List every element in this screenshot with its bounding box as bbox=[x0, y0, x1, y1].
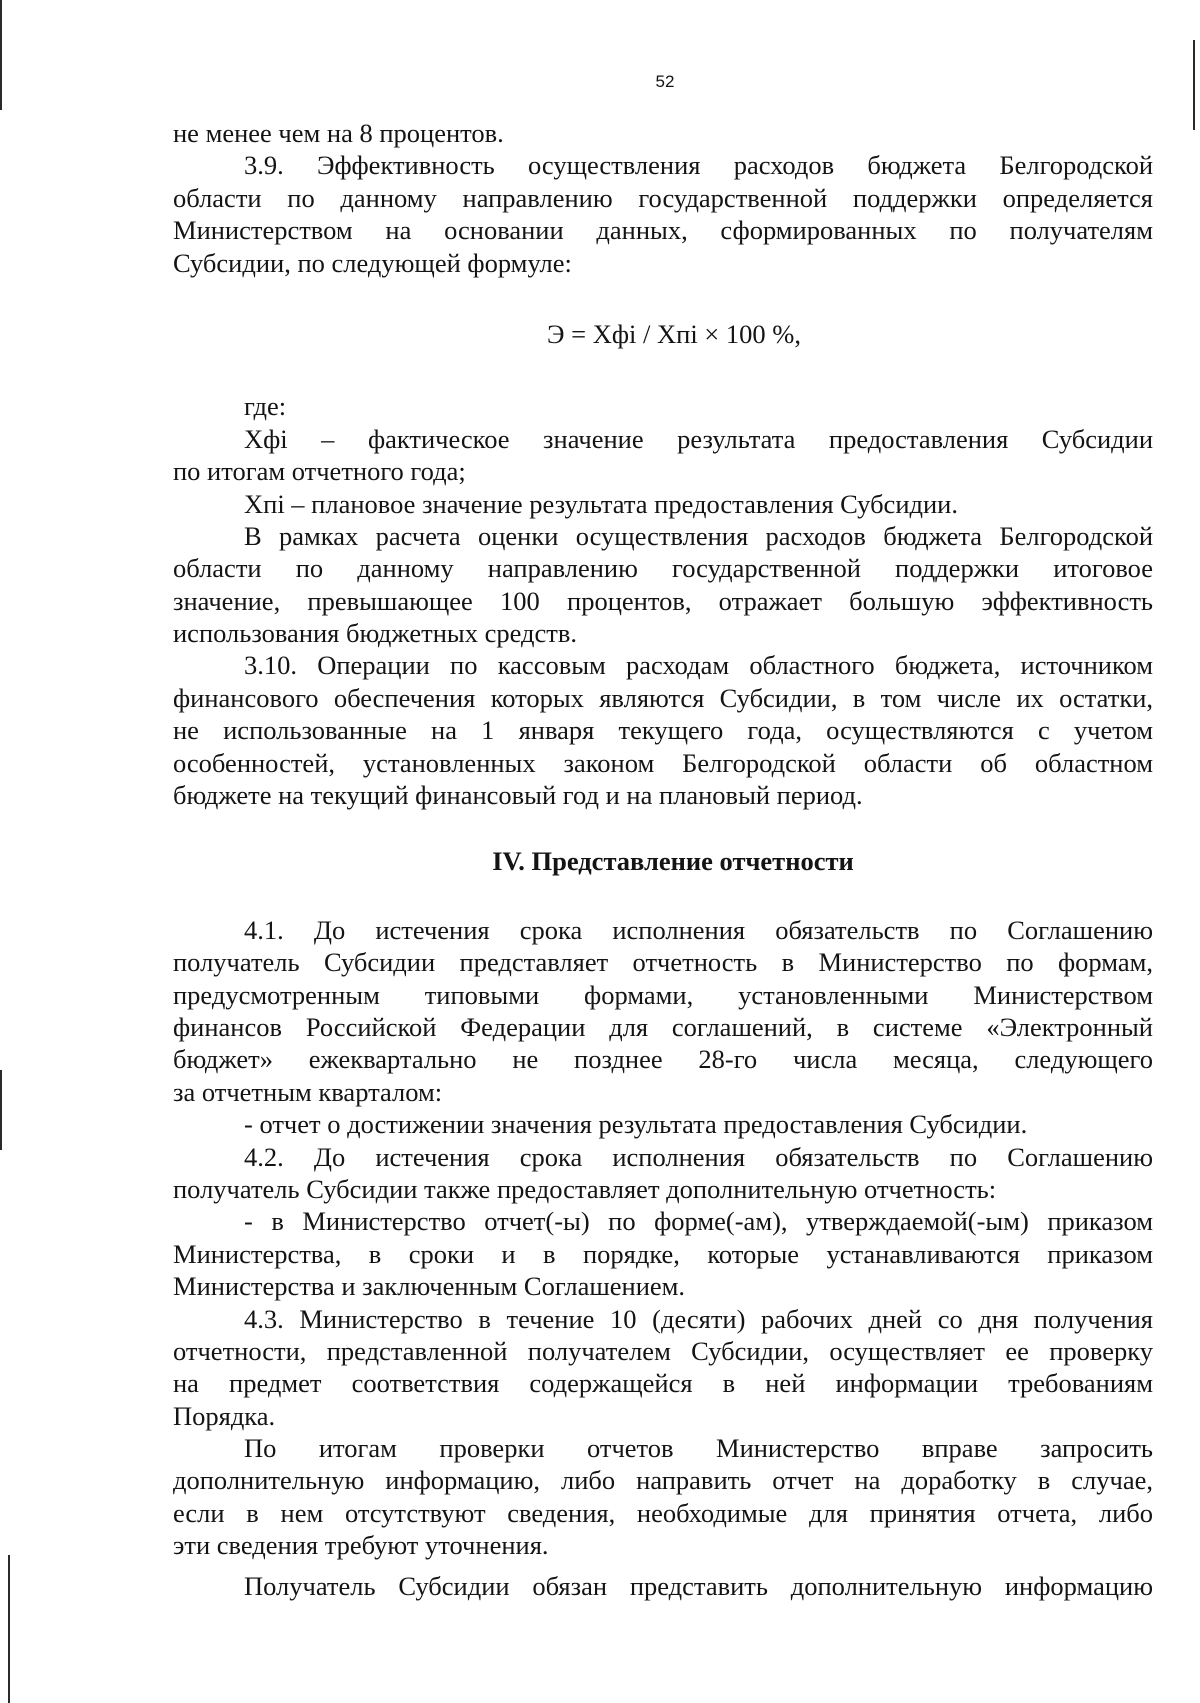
scan-edge-mark bbox=[8, 1555, 10, 1703]
text-line: значение, превышающее 100 процентов, отражает большую эффективность bbox=[173, 585, 1153, 616]
text-line: 4.2. До истечения срока исполнения обязательств по Соглашению bbox=[244, 1141, 1153, 1172]
text-line: получатель Субсидии также предоставляет дополнительную отчетность: bbox=[173, 1173, 997, 1204]
document-body bbox=[173, 117, 1153, 1602]
text-line: финансового обеспечения которых являются Субсидии, в том числе их остатки, bbox=[173, 682, 1153, 713]
text-line: эти сведения требуют уточнения. bbox=[173, 1530, 549, 1561]
text-line: получатель Субсидии представляет отчетность в Министерство по формам, bbox=[173, 947, 1153, 978]
text-line: 3.10. Операции по кассовым расходам областного бюджета, источником bbox=[244, 650, 1153, 681]
text-line: области по данному направлению государственной поддержки определяется bbox=[173, 182, 1153, 213]
text-line: не менее чем на 8 процентов. bbox=[173, 118, 504, 148]
text-line: области по данному направлению государственной поддержки итоговое bbox=[173, 553, 1153, 584]
scan-edge-mark bbox=[0, 0, 2, 110]
scan-edge-mark bbox=[0, 1070, 2, 1150]
text-line: отчетности, представленной получателем Субсидии, осуществляет ее проверку bbox=[173, 1335, 1153, 1366]
text-line: по итогам отчетного года; bbox=[173, 456, 466, 487]
text-line: где: bbox=[244, 391, 287, 422]
text-line: - в Министерство отчет(-ы) по форме(-ам), утверждаемой(-ым) приказом bbox=[244, 1206, 1153, 1237]
text-line: бюджет» ежеквартально не позднее 28-го числа месяца, следующего bbox=[173, 1044, 1153, 1075]
text-line: Министерством на основании данных, сформированных по получателям bbox=[173, 215, 1153, 246]
text-line: Получатель Субсидии обязан представить дополнительную информацию bbox=[244, 1570, 1153, 1601]
text-line: Министерства и заключенным Соглашением. bbox=[173, 1271, 686, 1302]
formula: Э = Хфi / Хпi × 100 %, bbox=[547, 318, 801, 349]
text-line: Хпi – плановое значение результата предоставления Субсидии. bbox=[244, 488, 958, 519]
section-heading: IV. Представление отчетности bbox=[492, 846, 854, 877]
text-line: дополнительную информацию, либо направить отчет на доработку в случае, bbox=[173, 1465, 1153, 1496]
text-line: Министерства, в сроки и в порядке, которые устанавливаются приказом bbox=[173, 1238, 1153, 1269]
text-line: бюджете на текущий финансовый год и на плановый период. bbox=[173, 780, 863, 811]
text-line: Субсидии, по следующей формуле: bbox=[173, 247, 572, 278]
text-line: 4.3. Министерство в течение 10 (десяти) рабочих дней со дня получения bbox=[244, 1303, 1153, 1334]
text-line: предусмотренным типовыми формами, установленными Министерством bbox=[173, 979, 1153, 1010]
text-line: если в нем отсутствуют сведения, необходимые для принятия отчета, либо bbox=[173, 1497, 1153, 1528]
text-line: 3.9. Эффективность осуществления расходов бюджета Белгородской bbox=[244, 150, 1153, 181]
text-line: Хфi – фактическое значение результата предоставления Субсидии bbox=[244, 423, 1153, 454]
text-line: По итогам проверки отчетов Министерство вправе запросить bbox=[244, 1433, 1153, 1464]
text-line: В рамках расчета оценки осуществления расходов бюджета Белгородской bbox=[244, 520, 1153, 551]
text-line: - отчет о достижении значения результата предоставления Субсидии. bbox=[244, 1109, 1028, 1140]
page-number: 52 bbox=[655, 72, 675, 91]
text-line: на предмет соответствия содержащейся в ней информации требованиям bbox=[173, 1368, 1153, 1399]
text-line: финансов Российской Федерации для соглашений, в системе «Электронный bbox=[173, 1011, 1153, 1042]
text-line: не использованные на 1 января текущего года, осуществляются с учетом bbox=[173, 715, 1153, 746]
text-line: использования бюджетных средств. bbox=[173, 618, 577, 649]
text-line: особенностей, установленных законом Белгородской области об областном bbox=[173, 747, 1153, 778]
text-line: Порядка. bbox=[173, 1400, 276, 1431]
text-line: за отчетным кварталом: bbox=[173, 1076, 443, 1107]
text-line: 4.1. До истечения срока исполнения обязательств по Соглашению bbox=[244, 914, 1153, 945]
